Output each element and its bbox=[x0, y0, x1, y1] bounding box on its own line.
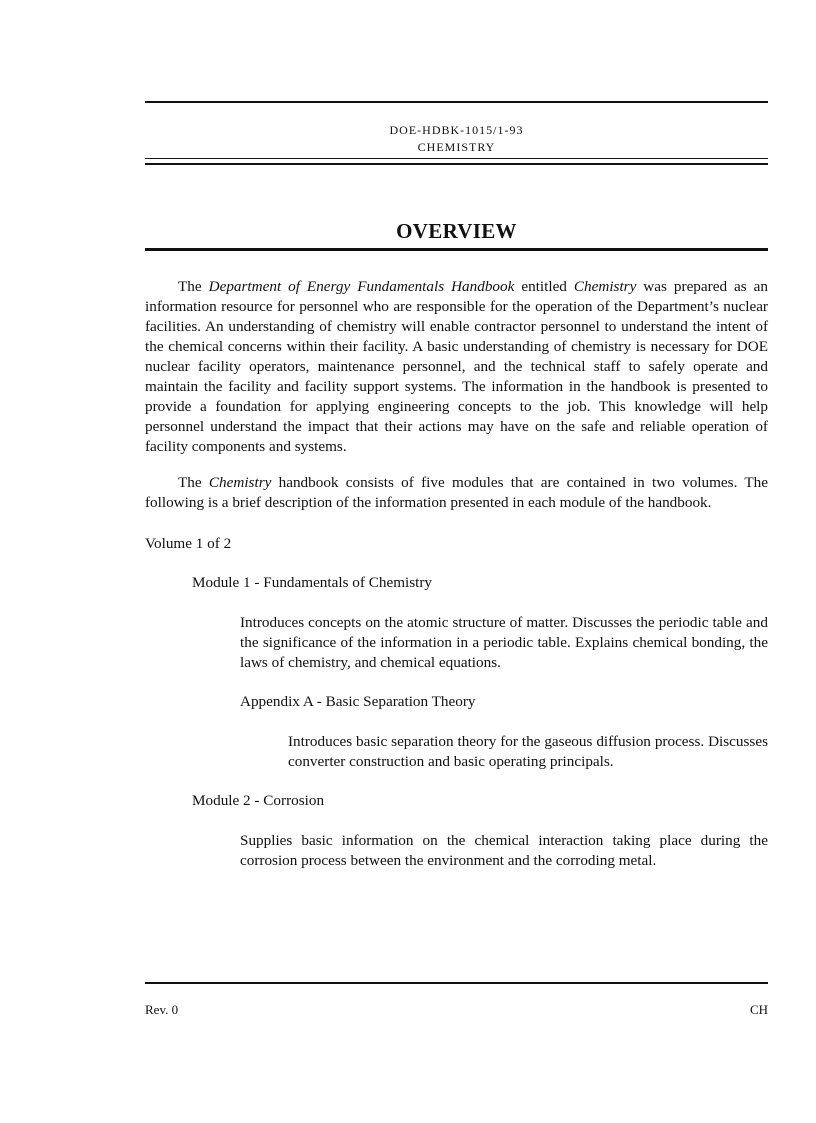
page-code: CH bbox=[749, 1002, 768, 1017]
chemistry-handbook-italic: Chemistry bbox=[208, 474, 272, 491]
intro-paragraph-2 bbox=[145, 473, 768, 513]
module-1-description: Introduces concepts on the atomic structure of matter. Discusses the periodic table and the significance of the information in a periodic table. Explains chemical bonding, the laws of chemistry, and chemical equations. bbox=[240, 614, 768, 671]
page-title: OVERVIEW bbox=[396, 219, 517, 243]
intro-p2-lead: The bbox=[178, 474, 209, 491]
header-subject: CHEMISTRY bbox=[417, 140, 496, 154]
header-top-rule bbox=[145, 101, 768, 103]
document-number: DOE-HDBK-1015/1-93 bbox=[389, 123, 524, 137]
header-double-rule-thin bbox=[145, 158, 768, 159]
appendix-a-description: Introduces basic separation theory for the gaseous diffusion process. Discusses converter construction and basic operating principals. bbox=[288, 733, 768, 770]
module-2-description: Supplies basic information on the chemical interaction taking place during the corrosion process between the environment and the corroding metal. bbox=[240, 832, 768, 869]
intro-p1-mid: entitled bbox=[514, 278, 574, 295]
module-2-title: Module 2 - Corrosion bbox=[192, 792, 325, 809]
header-double-rule-thick bbox=[145, 163, 768, 165]
intro-paragraph-1 bbox=[145, 277, 768, 457]
handbook-title-italic: Department of Energy Fundamentals Handbook bbox=[208, 278, 515, 295]
intro-p1-rest: was prepared as an information resource for personnel who are responsible for the operation of the Department’s nuclear facilities. An understanding of chemistry will enable contractor personnel to understand the intent of the chemical concerns within their facility. A basic understanding of chemistry is necessary for DOE nuclear facility operators, maintenance personnel, and the technical staff to safely operate and maintain the facility and facility support systems. The information in the handbook is presented to provide a foundation for applying engineering concepts to the job. This knowledge will help personnel understand the impact that their actions may have on the safe and reliable operation of facility components and systems. bbox=[145, 278, 768, 455]
running-header bbox=[145, 122, 768, 156]
intro-p2-rest: handbook consists of five modules that are contained in two volumes. The following is a brief description of the information presented in each module of the handbook. bbox=[145, 474, 768, 511]
chemistry-title-italic: Chemistry bbox=[573, 278, 637, 295]
title-underline-rule bbox=[145, 248, 768, 251]
revision-label: Rev. 0 bbox=[145, 1002, 179, 1017]
volume-label: Volume 1 of 2 bbox=[145, 535, 232, 552]
module-1-title: Module 1 - Fundamentals of Chemistry bbox=[192, 574, 433, 591]
intro-p1-lead: The bbox=[178, 278, 209, 295]
footer-rule bbox=[145, 982, 768, 984]
appendix-a-title: Appendix A - Basic Separation Theory bbox=[240, 693, 476, 710]
